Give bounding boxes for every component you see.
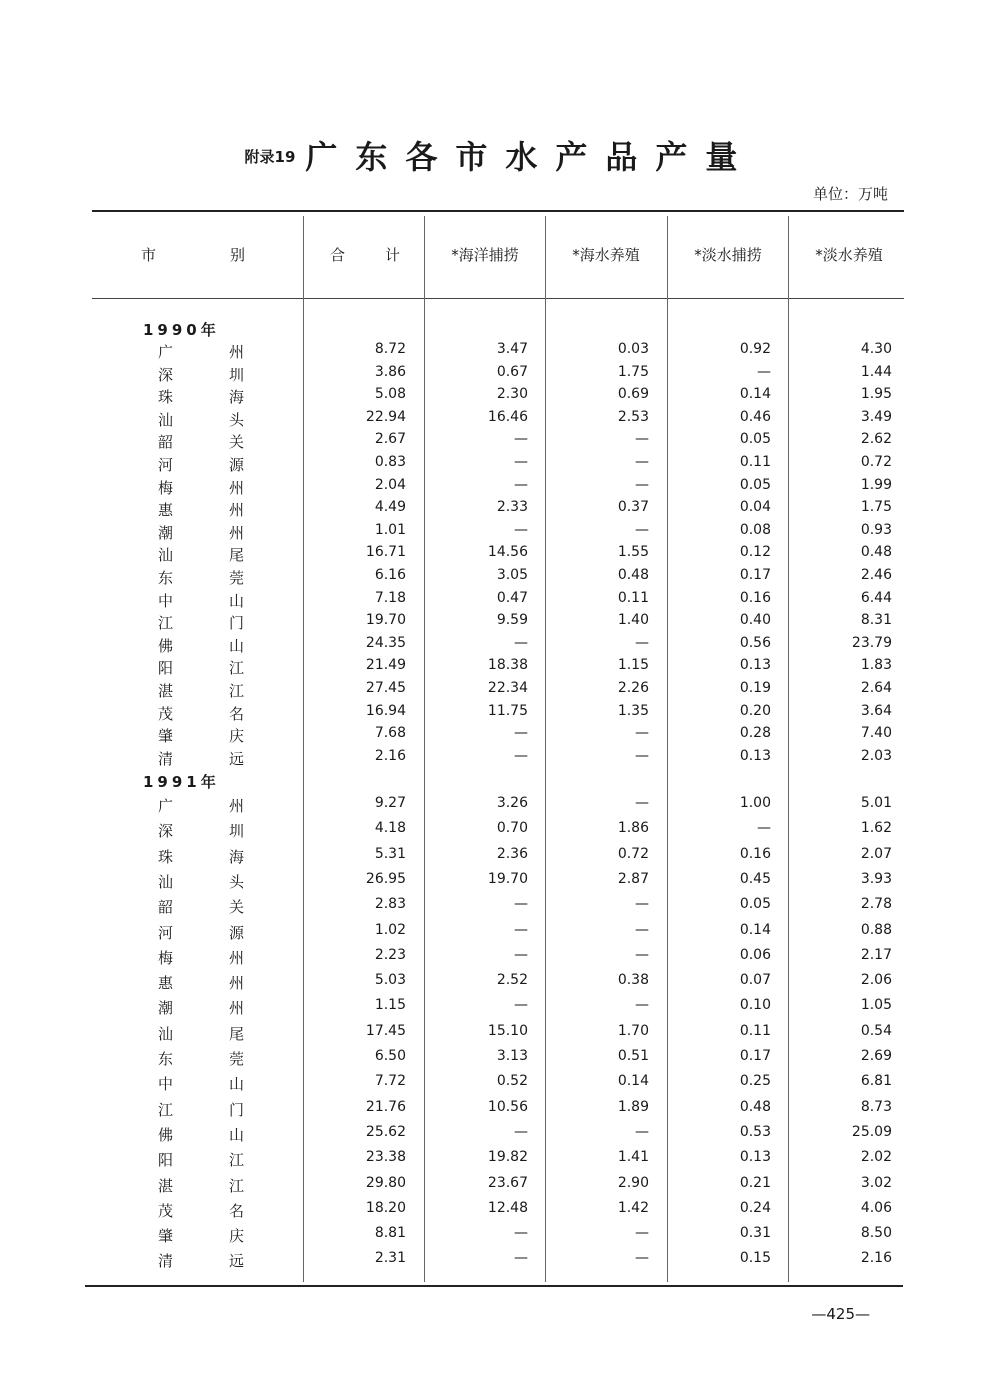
value-cell: 0.47	[496, 589, 528, 606]
value-cell: 2.02	[860, 1149, 892, 1166]
value-cell: —	[757, 820, 771, 837]
table-title: 广东各市水产品产量	[305, 138, 756, 176]
value-cell: —	[514, 521, 528, 538]
value-cell: 0.92	[739, 341, 771, 357]
value-cell: 0.14	[739, 921, 771, 938]
value-cell: 18.38	[487, 657, 528, 674]
value-cell: 0.45	[739, 870, 771, 887]
value-cell: 0.24	[739, 1199, 771, 1216]
value-cell: 0.37	[617, 499, 649, 516]
value-cell: 10.56	[487, 1098, 528, 1115]
value-cell: —	[635, 521, 649, 538]
city-name: 深 圳	[158, 822, 244, 841]
value-cell: 3.05	[496, 567, 528, 583]
value-cell: 1.02	[374, 921, 406, 938]
value-cell: 2.69	[860, 1048, 892, 1064]
value-cell: 0.10	[739, 997, 771, 1014]
value-cell: 1.40	[617, 612, 649, 629]
value-cell: 2.90	[617, 1174, 649, 1191]
value-cell: 2.62	[860, 431, 892, 448]
value-cell: 5.08	[374, 386, 406, 403]
value-cell: 2.46	[860, 567, 892, 583]
value-cell: 23.38	[365, 1149, 406, 1166]
table-row	[0, 972, 1000, 994]
value-cell: 22.34	[487, 680, 528, 696]
city-name: 汕 头	[158, 410, 244, 429]
value-cell: —	[514, 634, 528, 651]
value-cell: 2.30	[496, 386, 528, 403]
value-cell: 11.75	[487, 702, 528, 719]
table-row	[0, 1250, 1000, 1272]
table-row	[0, 454, 1000, 476]
value-cell: 0.19	[739, 680, 771, 696]
header-freshwater-catch: *淡水捕捞	[694, 246, 762, 264]
value-cell: 3.02	[860, 1174, 892, 1191]
table-row	[0, 1023, 1000, 1045]
table-row	[0, 703, 1000, 725]
value-cell: 0.69	[617, 386, 649, 403]
value-cell: —	[635, 795, 649, 811]
city-name: 佛 山	[158, 1125, 244, 1144]
value-cell: 27.45	[365, 680, 406, 696]
table-row	[0, 499, 1000, 521]
value-cell: 0.38	[617, 972, 649, 989]
value-cell: —	[514, 747, 528, 764]
table-row	[0, 612, 1000, 634]
table-row	[0, 795, 1000, 817]
value-cell: 8.31	[860, 612, 892, 629]
value-cell: 0.88	[860, 921, 892, 938]
value-cell: 4.49	[374, 499, 406, 516]
value-cell: 2.31	[374, 1250, 406, 1267]
value-cell: —	[514, 1225, 528, 1242]
value-cell: 0.67	[496, 363, 528, 380]
value-cell: —	[635, 454, 649, 470]
year-heading: 1991年	[143, 773, 220, 791]
value-cell: 1.75	[860, 499, 892, 516]
city-name: 江 门	[158, 1100, 244, 1119]
city-name: 梅 州	[158, 478, 244, 497]
city-name: 江 门	[158, 614, 244, 633]
unit-label: 单位：万吨	[812, 185, 888, 203]
city-name: 阳 江	[158, 1151, 244, 1170]
value-cell: —	[635, 634, 649, 651]
value-cell: —	[635, 921, 649, 938]
value-cell: 19.82	[487, 1149, 528, 1166]
value-cell: 16.71	[365, 544, 406, 561]
value-cell: 0.48	[739, 1098, 771, 1115]
value-cell: 1.62	[860, 820, 892, 837]
value-cell: 8.50	[860, 1225, 892, 1242]
value-cell: 12.48	[487, 1199, 528, 1216]
table-row	[0, 748, 1000, 770]
table-row	[0, 871, 1000, 893]
value-cell: 0.31	[739, 1225, 771, 1242]
value-cell: 2.67	[374, 431, 406, 448]
value-cell: 1.15	[617, 657, 649, 674]
value-cell: 2.23	[374, 946, 406, 963]
city-name: 韶 关	[158, 898, 244, 917]
value-cell: 6.44	[860, 589, 892, 606]
city-name: 东 莞	[158, 569, 244, 587]
header-marine-catch: *海洋捕捞	[451, 246, 519, 264]
value-cell: —	[514, 431, 528, 448]
value-cell: 2.07	[860, 845, 892, 862]
table-row	[0, 1225, 1000, 1247]
value-cell: 1.44	[860, 363, 892, 380]
table-row	[0, 341, 1000, 363]
city-name: 清 远	[158, 1252, 244, 1271]
value-cell: —	[514, 921, 528, 938]
city-name: 广 州	[158, 797, 244, 815]
city-name: 湛 江	[158, 682, 244, 700]
table-row	[0, 680, 1000, 702]
city-name: 河 源	[158, 456, 244, 474]
value-cell: 6.16	[374, 567, 406, 583]
value-cell: 0.51	[617, 1048, 649, 1064]
value-cell: —	[514, 454, 528, 470]
value-cell: 8.73	[860, 1098, 892, 1115]
table-row	[0, 635, 1000, 657]
value-cell: 0.53	[739, 1123, 771, 1140]
value-cell: 0.48	[860, 544, 892, 561]
value-cell: 0.52	[496, 1073, 528, 1090]
city-name: 肇 庆	[158, 1227, 244, 1246]
value-cell: —	[635, 476, 649, 493]
value-cell: 1.41	[617, 1149, 649, 1166]
value-cell: 2.87	[617, 870, 649, 887]
value-cell: 2.16	[374, 747, 406, 764]
value-cell: 0.16	[739, 589, 771, 606]
value-cell: 0.07	[739, 972, 771, 989]
value-cell: 2.83	[374, 896, 406, 913]
value-cell: 0.05	[739, 431, 771, 448]
value-cell: 2.04	[374, 476, 406, 493]
header-marine-culture: *海水养殖	[572, 246, 640, 264]
value-cell: —	[757, 363, 771, 380]
table-row	[0, 846, 1000, 868]
value-cell: 19.70	[487, 870, 528, 887]
city-name: 汕 尾	[158, 1024, 244, 1043]
value-cell: 0.48	[617, 567, 649, 583]
value-cell: 0.17	[739, 567, 771, 583]
city-name: 阳 江	[158, 659, 244, 678]
header-city: 市 别	[141, 246, 245, 264]
value-cell: 2.33	[496, 499, 528, 516]
value-cell: 0.12	[739, 544, 771, 561]
value-cell: 19.70	[365, 612, 406, 629]
value-cell: 7.18	[374, 589, 406, 606]
table-row	[0, 1048, 1000, 1070]
value-cell: —	[635, 896, 649, 913]
value-cell: 3.47	[496, 341, 528, 357]
city-name: 肇 庆	[158, 727, 244, 746]
value-cell: 4.18	[374, 820, 406, 837]
value-cell: 1.95	[860, 386, 892, 403]
city-name: 惠 州	[158, 501, 244, 520]
value-cell: 9.59	[496, 612, 528, 629]
table-row	[0, 1124, 1000, 1146]
value-cell: 7.72	[374, 1073, 406, 1090]
value-cell: 17.45	[365, 1022, 406, 1039]
value-cell: 2.36	[496, 845, 528, 862]
value-cell: 29.80	[365, 1174, 406, 1191]
city-name: 潮 州	[158, 523, 244, 542]
value-cell: 2.06	[860, 972, 892, 989]
value-cell: 21.49	[365, 657, 406, 674]
value-cell: 0.20	[739, 702, 771, 719]
table-row	[0, 820, 1000, 842]
value-cell: —	[514, 946, 528, 963]
value-cell: 14.56	[487, 544, 528, 561]
value-cell: 3.93	[860, 870, 892, 887]
value-cell: 2.52	[496, 972, 528, 989]
value-cell: 3.49	[860, 408, 892, 425]
value-cell: 18.20	[365, 1199, 406, 1216]
value-cell: 0.15	[739, 1250, 771, 1267]
value-cell: 16.46	[487, 408, 528, 425]
value-cell: 2.16	[860, 1250, 892, 1267]
value-cell: 0.40	[739, 612, 771, 629]
value-cell: —	[635, 997, 649, 1014]
value-cell: —	[514, 725, 528, 742]
value-cell: 1.55	[617, 544, 649, 561]
value-cell: 0.28	[739, 725, 771, 742]
value-cell: 0.14	[739, 386, 771, 403]
value-cell: 2.78	[860, 896, 892, 913]
value-cell: 0.03	[617, 341, 649, 357]
table-row	[0, 477, 1000, 499]
table-top-rule	[92, 210, 904, 212]
value-cell: 1.15	[374, 997, 406, 1014]
value-cell: 5.03	[374, 972, 406, 989]
value-cell: 2.53	[617, 408, 649, 425]
value-cell: —	[514, 1123, 528, 1140]
value-cell: 23.79	[851, 634, 892, 651]
value-cell: 3.13	[496, 1048, 528, 1064]
value-cell: 4.30	[860, 341, 892, 357]
value-cell: 0.56	[739, 634, 771, 651]
value-cell: 15.10	[487, 1022, 528, 1039]
value-cell: 0.46	[739, 408, 771, 425]
value-cell: 3.26	[496, 795, 528, 811]
value-cell: 0.25	[739, 1073, 771, 1090]
value-cell: —	[635, 431, 649, 448]
value-cell: 8.81	[374, 1225, 406, 1242]
value-cell: 0.17	[739, 1048, 771, 1064]
value-cell: 0.05	[739, 476, 771, 493]
city-name: 汕 尾	[158, 546, 244, 565]
city-name: 深 圳	[158, 365, 244, 384]
table-row	[0, 657, 1000, 679]
value-cell: 0.83	[374, 454, 406, 470]
table-row	[0, 386, 1000, 408]
value-cell: 0.11	[617, 589, 649, 606]
value-cell: 6.50	[374, 1048, 406, 1064]
value-cell: —	[514, 896, 528, 913]
value-cell: 25.09	[851, 1123, 892, 1140]
value-cell: 0.72	[860, 454, 892, 470]
page-number: —425—	[811, 1305, 870, 1323]
city-name: 佛 山	[158, 636, 244, 655]
city-name: 茂 名	[158, 1201, 244, 1220]
value-cell: 0.72	[617, 845, 649, 862]
value-cell: 21.76	[365, 1098, 406, 1115]
value-cell: 6.81	[860, 1073, 892, 1090]
value-cell: 23.67	[487, 1174, 528, 1191]
value-cell: —	[514, 476, 528, 493]
value-cell: 0.08	[739, 521, 771, 538]
table-row	[0, 1175, 1000, 1197]
value-cell: 3.86	[374, 363, 406, 380]
table-bottom-rule	[85, 1285, 903, 1287]
city-name: 中 山	[158, 591, 244, 610]
table-row	[0, 896, 1000, 918]
value-cell: 1.05	[860, 997, 892, 1014]
city-name: 珠 海	[158, 847, 244, 866]
value-cell: 1.01	[374, 521, 406, 538]
value-cell: 7.68	[374, 725, 406, 742]
page-title	[0, 132, 1000, 178]
value-cell: 1.86	[617, 820, 649, 837]
city-name: 潮 州	[158, 999, 244, 1018]
value-cell: 2.17	[860, 946, 892, 963]
header-freshwater-culture: *淡水养殖	[815, 246, 883, 264]
city-name: 清 远	[158, 749, 244, 768]
city-name: 韶 关	[158, 433, 244, 452]
value-cell: 0.54	[860, 1022, 892, 1039]
appendix-label: 附录19	[244, 148, 296, 166]
value-cell: 1.83	[860, 657, 892, 674]
value-cell: 0.13	[739, 1149, 771, 1166]
value-cell: 1.89	[617, 1098, 649, 1115]
value-cell: 1.99	[860, 476, 892, 493]
value-cell: 24.35	[365, 634, 406, 651]
value-cell: 1.35	[617, 702, 649, 719]
value-cell: 1.00	[739, 795, 771, 811]
value-cell: 0.13	[739, 657, 771, 674]
table-row	[0, 590, 1000, 612]
table-row	[0, 997, 1000, 1019]
city-name: 珠 海	[158, 388, 244, 407]
value-cell: 0.04	[739, 499, 771, 516]
table-row	[0, 922, 1000, 944]
value-cell: 8.72	[374, 341, 406, 357]
city-name: 河 源	[158, 923, 244, 942]
value-cell: —	[514, 1250, 528, 1267]
value-cell: —	[635, 1225, 649, 1242]
city-name: 惠 州	[158, 974, 244, 993]
table-row	[0, 1099, 1000, 1121]
table-row	[0, 364, 1000, 386]
city-name: 广 州	[158, 343, 244, 361]
value-cell: 2.64	[860, 680, 892, 696]
table-row	[0, 1200, 1000, 1222]
value-cell: 0.11	[739, 1022, 771, 1039]
table-row	[0, 1149, 1000, 1171]
value-cell: 2.26	[617, 680, 649, 696]
table-row	[0, 431, 1000, 453]
value-cell: 9.27	[374, 795, 406, 811]
city-name: 中 山	[158, 1075, 244, 1094]
table-row	[0, 725, 1000, 747]
value-cell: 16.94	[365, 702, 406, 719]
value-cell: 0.14	[617, 1073, 649, 1090]
value-cell: —	[514, 997, 528, 1014]
value-cell: 26.95	[365, 870, 406, 887]
table-row	[0, 522, 1000, 544]
value-cell: 0.06	[739, 946, 771, 963]
value-cell: —	[635, 725, 649, 742]
value-cell: 5.31	[374, 845, 406, 862]
city-name: 湛 江	[158, 1176, 244, 1195]
value-cell: 0.05	[739, 896, 771, 913]
value-cell: 0.13	[739, 747, 771, 764]
value-cell: 0.21	[739, 1174, 771, 1191]
value-cell: —	[635, 946, 649, 963]
table-row	[0, 544, 1000, 566]
header-rule	[92, 298, 904, 299]
value-cell: 3.64	[860, 702, 892, 719]
value-cell: 7.40	[860, 725, 892, 742]
value-cell: 0.11	[739, 454, 771, 470]
value-cell: 1.42	[617, 1199, 649, 1216]
value-cell: 22.94	[365, 408, 406, 425]
table-row	[0, 947, 1000, 969]
value-cell: 0.93	[860, 521, 892, 538]
value-cell: 4.06	[860, 1199, 892, 1216]
value-cell: —	[635, 1250, 649, 1267]
table-row	[0, 1073, 1000, 1095]
value-cell: —	[635, 1123, 649, 1140]
value-cell: 1.75	[617, 363, 649, 380]
value-cell: 5.01	[860, 795, 892, 811]
city-name: 汕 头	[158, 872, 244, 891]
city-name: 梅 州	[158, 948, 244, 967]
city-name: 东 莞	[158, 1050, 244, 1068]
value-cell: 25.62	[365, 1123, 406, 1140]
value-cell: 1.70	[617, 1022, 649, 1039]
table-row	[0, 567, 1000, 589]
value-cell: —	[635, 747, 649, 764]
value-cell: 2.03	[860, 747, 892, 764]
city-name: 茂 名	[158, 704, 244, 723]
value-cell: 0.16	[739, 845, 771, 862]
value-cell: 0.70	[496, 820, 528, 837]
table-row	[0, 409, 1000, 431]
year-heading: 1990年	[143, 321, 220, 339]
header-total: 合 计	[330, 246, 400, 264]
